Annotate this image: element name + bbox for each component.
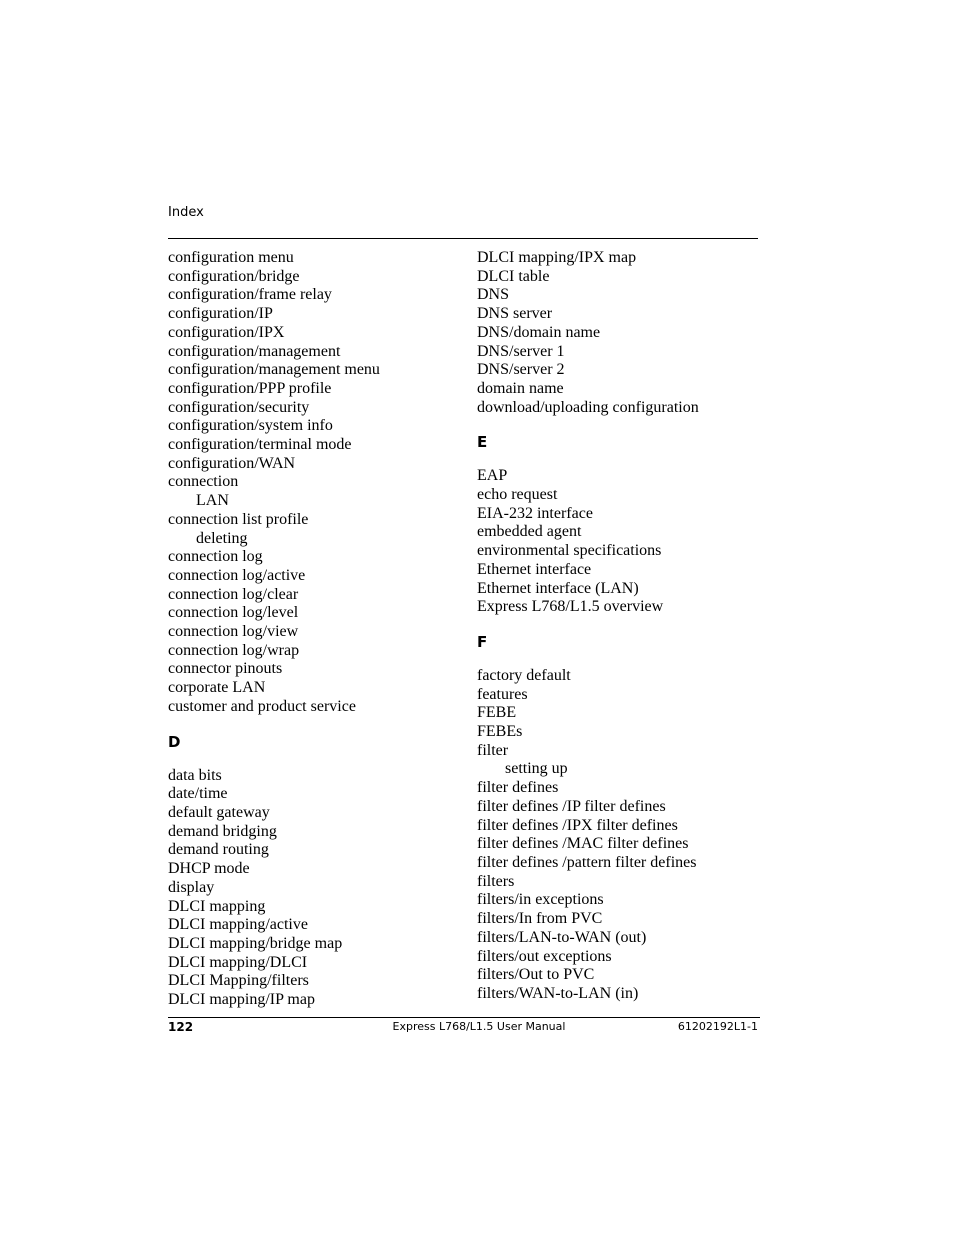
index-entry: DLCI mapping/bridge map: [168, 934, 343, 952]
index-entry: filters/Out to PVC: [477, 966, 595, 984]
index-entry: connection log/view: [168, 623, 299, 641]
index-entry: DLCI mapping/IPX map: [477, 249, 637, 266]
index-entry: filters/LAN-to-WAN (out): [477, 928, 647, 946]
index-entry: Express L768/L1.5 overview: [477, 598, 664, 616]
index-entry: configuration/management menu: [168, 361, 380, 379]
index-entry: configuration/IPX: [168, 323, 285, 341]
section-letter-e: E: [477, 433, 488, 452]
index-entry: filter defines /IPX filter defines: [477, 816, 678, 834]
section-letter-d: D: [168, 732, 181, 751]
manual-title: Express L768/L1.5 User Manual: [392, 1020, 566, 1033]
index-entry: connection log/level: [168, 604, 299, 622]
index-entry: DHCP mode: [168, 860, 250, 878]
index-entry: configuration/bridge: [168, 267, 300, 285]
document-number: 61202192L1-1: [677, 1020, 758, 1033]
index-entry: filter defines: [477, 779, 559, 797]
index-entry: DLCI Mapping/filters: [168, 972, 309, 990]
index-entry: connection log/active: [168, 566, 306, 584]
index-entry: embedded agent: [477, 523, 582, 541]
section-letter-f: F: [477, 632, 488, 651]
index-entry: display: [168, 878, 215, 896]
index-entry: FEBE: [477, 704, 517, 722]
index-entry: configuration menu: [168, 249, 294, 266]
index-entry: configuration/PPP profile: [168, 379, 332, 397]
index-entry: EAP: [477, 467, 508, 485]
index-entry: filters/In from PVC: [477, 910, 603, 928]
index-entry: filter defines /IP filter defines: [477, 797, 666, 815]
index-entry: DLCI mapping/active: [168, 916, 308, 934]
index-entry: filters/WAN-to-LAN (in): [477, 984, 639, 1002]
index-entry: DNS/server 2: [477, 361, 565, 379]
index-entry: DLCI table: [477, 267, 550, 285]
index-entry: connector pinouts: [168, 660, 283, 678]
index-group: [168, 767, 458, 1010]
index-entry: download/uploading configuration: [477, 398, 699, 416]
index-entry: corporate LAN: [168, 679, 266, 697]
index-entry: filter defines /MAC filter defines: [477, 835, 689, 853]
index-entry: DNS: [477, 286, 510, 304]
index-group: [168, 249, 458, 717]
index-entry: configuration/WAN: [168, 454, 296, 472]
index-subentry: deleting: [196, 529, 248, 547]
index-entry: demand routing: [168, 841, 269, 859]
index-entry: connection list profile: [168, 510, 309, 528]
index-entry: factory default: [477, 666, 571, 684]
footer-rule: [168, 1017, 760, 1018]
index-entry: filter defines /pattern filter defines: [477, 853, 697, 871]
index-entry: demand bridging: [168, 822, 277, 840]
page-number: 122: [168, 1020, 194, 1034]
index-entry: filter: [477, 741, 509, 759]
header-rule: [168, 238, 758, 239]
index-entry: features: [477, 685, 528, 703]
index-column-left: [168, 249, 458, 1010]
index-entry: connection log/clear: [168, 585, 299, 603]
index-subentry: setting up: [505, 760, 568, 778]
index-entry: default gateway: [168, 803, 270, 821]
index-entry: DNS server: [477, 305, 553, 323]
running-header: Index: [168, 205, 204, 220]
index-entry: connection: [168, 473, 239, 491]
index-entry: DLCI mapping/IP map: [168, 991, 315, 1009]
index-entry: filters/in exceptions: [477, 891, 604, 909]
index-entry: filters: [477, 872, 515, 890]
index-entry: configuration/system info: [168, 417, 333, 435]
index-entry: DLCI mapping/DLCI: [168, 953, 308, 971]
index-entry: date/time: [168, 785, 228, 803]
index-entry: configuration/IP: [168, 305, 273, 323]
index-column-right: [477, 249, 762, 1004]
index-group: [477, 467, 762, 617]
index-entry: data bits: [168, 766, 222, 784]
index-group: [477, 667, 762, 1004]
index-entry: configuration/management: [168, 342, 341, 360]
index-entry: Ethernet interface (LAN): [477, 579, 639, 597]
index-entry: domain name: [477, 379, 564, 397]
index-entry: configuration/terminal mode: [168, 436, 352, 454]
index-entry: filters/out exceptions: [477, 947, 612, 965]
index-entry: Ethernet interface: [477, 560, 592, 578]
index-entry: customer and product service: [168, 697, 356, 715]
index-entry: FEBEs: [477, 723, 523, 741]
index-entry: configuration/security: [168, 398, 310, 416]
index-subentry: LAN: [196, 492, 229, 510]
index-entry: DLCI mapping: [168, 897, 266, 915]
index-entry: EIA-232 interface: [477, 504, 593, 522]
index-entry: connection log: [168, 548, 263, 566]
index-entry: environmental specifications: [477, 542, 662, 560]
index-group: [477, 249, 762, 417]
index-entry: DNS/server 1: [477, 342, 565, 360]
index-entry: echo request: [477, 486, 558, 504]
index-entry: DNS/domain name: [477, 323, 601, 341]
index-entry: connection log/wrap: [168, 641, 300, 659]
index-entry: configuration/frame relay: [168, 286, 332, 304]
